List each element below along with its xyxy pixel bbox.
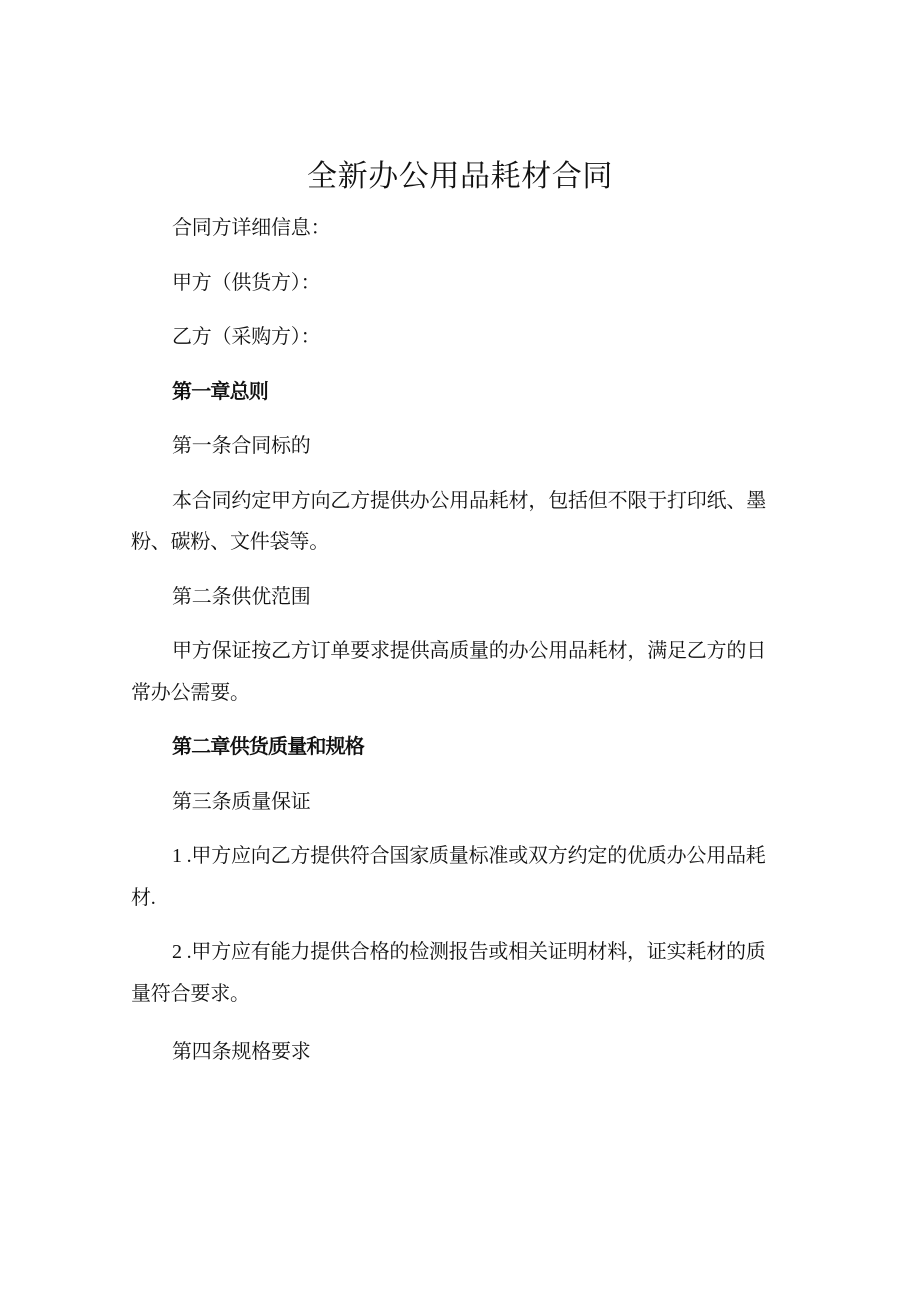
text-line: 2 .甲方应有能力提供合格的检测报告或相关证明材料，证实耗材的质 [172,941,766,963]
article-4-heading [131,1032,811,1074]
text-line: 1 .甲方应向乙方提供符合国家质量标准或双方约定的优质办公用品耗 [172,845,766,867]
text-line: 材. [131,886,156,909]
article-1-body [131,481,811,564]
chapter-2-heading [131,727,811,769]
text-line: 第一章总则 [172,380,268,403]
document-body [131,208,811,1087]
text-line: 常办公需要。 [131,681,250,704]
article-3-clause-2 [131,932,811,1015]
text-line: 粉、碳粉、文件袋等。 [131,531,329,553]
text-line: 第一条合同标的 [172,435,311,457]
text-line: 甲方（供货方）： [172,271,321,294]
text-line: 第二章供货质量和规格 [172,736,364,758]
article-3-heading [131,782,811,824]
party-info-label [131,208,811,250]
chapter-1-heading [131,372,811,414]
document-title: 全新办公用品耗材合同 [307,160,613,193]
article-3-clause-1 [131,836,811,919]
text-line: 本合同约定甲方向乙方提供办公用品耗材，包括但不限于打印纸、墨 [172,489,766,512]
text-line: 第四条规格要求 [172,1041,311,1063]
article-2-body [131,631,811,714]
text-line: 第三条质量保证 [172,790,311,813]
text-line: 量符合要求。 [131,982,250,1005]
text-line: 第二条供优范围 [172,585,311,608]
party-a-label [131,263,811,305]
party-b-label [131,317,811,359]
text-line: 甲方保证按乙方订单要求提供高质量的办公用品耗材，满足乙方的日 [172,640,766,662]
text-line: 合同方详细信息： [172,217,331,239]
article-2-heading [131,577,811,619]
text-line: 乙方（采购方）： [172,326,321,348]
article-1-heading [131,426,811,468]
